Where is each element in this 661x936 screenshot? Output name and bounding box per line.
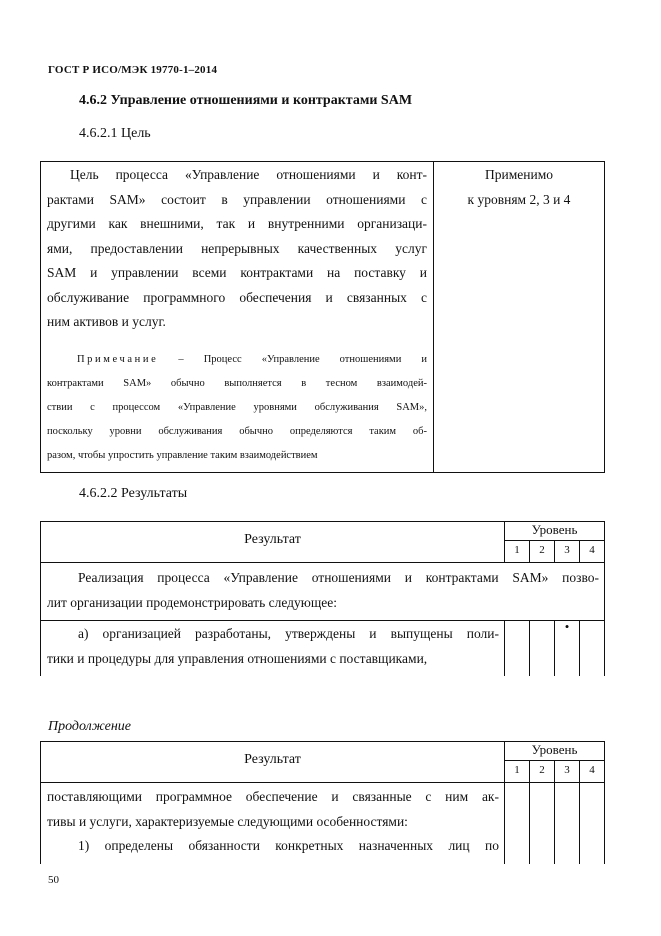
section-title: 4.6.2 Управление отношениями и контрактами SAM (79, 93, 413, 108)
intro-line: Реализация процесса «Управление отношениями и контрактами SAM» позво- (78, 570, 599, 585)
cont-line: поставляющими программное обеспечение и связанные с ним ак- (47, 789, 499, 804)
note-line: контрактами SAM» обычно выполняется в тесном взаимодей- (47, 378, 427, 389)
continuation-label: Продолжение (48, 719, 131, 734)
results-intro (47, 566, 599, 615)
goal-note (47, 348, 427, 468)
note-line: ствии с процессом «Управление уровнями обслуживания SAM», (47, 402, 427, 413)
goal-applicability (434, 163, 604, 212)
cont-level-3-header: 3 (564, 764, 570, 776)
result-column-header: Результат (244, 532, 301, 547)
cont-level-4-header: 4 (589, 764, 595, 776)
page-number: 50 (48, 874, 59, 886)
applicability-line: к уровням 2, 3 и 4 (467, 191, 571, 207)
goal-line: обслуживание программного обеспечения и связанных с (47, 289, 427, 305)
note-line: – Процесс «Управление отношениями и (178, 354, 428, 365)
level-1-header: 1 (514, 544, 520, 556)
level-3-header: 3 (564, 544, 570, 556)
level-column-header: Уровень (531, 522, 578, 537)
goal-line: рактами SAM» состоит в управлении отношениями с (47, 191, 427, 207)
note-label: Примечание (77, 354, 159, 365)
level-2-header: 2 (539, 544, 545, 556)
cont-result-column-header: Результат (244, 752, 301, 767)
goal-line: ним активов и услуг. (47, 314, 166, 329)
cont-level-1-header: 1 (514, 764, 520, 776)
goal-line: другими как внешними, так и внутренними организаци- (47, 216, 427, 231)
document-header: ГОСТ Р ИСО/МЭК 19770-1–2014 (48, 64, 218, 76)
cont-level-column-header: Уровень (531, 742, 578, 757)
continuation-text (47, 785, 499, 859)
note-line: поскольку уровни обслуживания обычно определяются таким об- (47, 426, 427, 437)
goal-description (47, 163, 427, 335)
goal-line: ями, предоставлении непрерывных качественных услуг (47, 240, 427, 256)
cont-line: 1) определены обязанности конкретных назначенных лиц по (78, 838, 499, 853)
goal-heading: 4.6.2.1 Цель (79, 126, 151, 141)
level-4-header: 4 (589, 544, 595, 556)
cont-level-2-header: 2 (539, 764, 545, 776)
note-line: разом, чтобы упростить управление таким взаимодействием (47, 450, 318, 461)
results-heading: 4.6.2.2 Результаты (79, 486, 188, 501)
level-3-mark: • (564, 619, 570, 634)
item-a-line: а) организацией разработаны, утверждены и выпущены поли- (78, 626, 499, 641)
applicability-line: Применимо (484, 167, 553, 182)
goal-line: Цель процесса «Управление отношениями и конт- (70, 167, 427, 182)
goal-line: SAM и управлении всеми контрактами на поставку и (47, 265, 427, 280)
item-a-line: тики и процедуры для управления отношениями с поставщиками, (47, 650, 428, 666)
intro-line: лит организации продемонстрировать следующее: (47, 594, 337, 610)
results-item-a (47, 622, 499, 671)
cont-line: тивы и услуги, характеризуемые следующими особенностями: (47, 813, 408, 829)
